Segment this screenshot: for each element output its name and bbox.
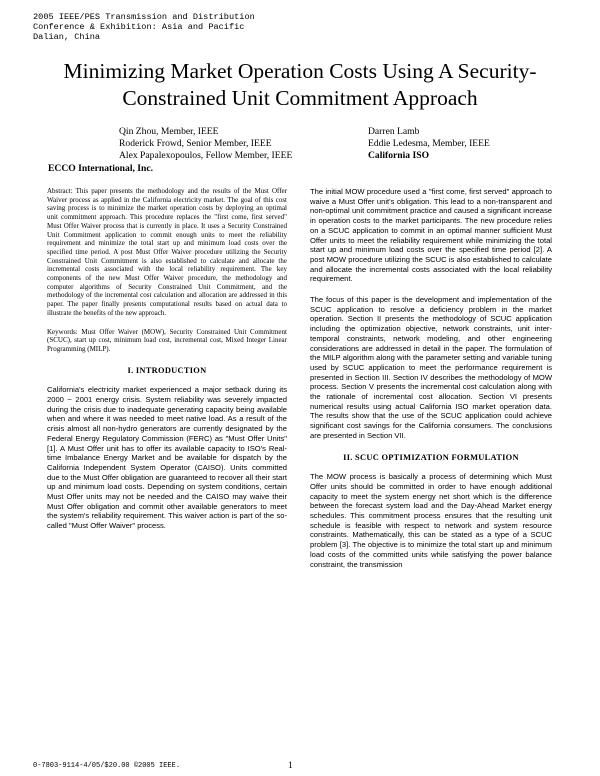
paragraph-mow-procedure: The initial MOW procedure used a "first come, first served" approach to waive a Must Offer unit's obligation. This lead to a non-transparent and non-optimal unit commitment practice and caused a significant increase in operation costs to the market participants. The new procedure relies on a SCUC application to commit in an optimal manner sufficient Must Offer units to meet the reliability requirement while minimizing the total start up and minimum load costs over the specified time period [2]. A post MOW procedure utilizing the SCUC is also established to calculate and allocate the incremental costs associated with the local reliability requirement.	[310, 187, 552, 284]
introduction-text: California's electricity market experienced a major setback during its 2000 ~ 2001 energy crisis. System reliability was severely impacted during the crisis due to inadequate generating capacity being available when and where it was needed to meet native load. As a result of the crisis almost all non-hydro generators are currently designated by the Federal Energy Regulatory Commission (FERC) as "Must Offer Units" [1]. A Must Offer unit has to offer its available capacity to ISO's Real-time Imbalance Energy Market and be available for dispatch by the California Independent System Operator (CAISO). Units committed due to the Must Offer obligation are guaranteed to recover all their start up and minimum load costs. Depending on system conditions, certain Must Offer units may not be needed and the CAISO may waive their Must Offer obligation and commit other available generators to meet the system's reliability requirement. This waiver action is part of the so-called "Must Offer Waiver" process.	[47, 385, 287, 531]
abstract: Abstract: This paper presents the methodology and the results of the Must Offer Waiver process as applied in the California electricity market. The goal of this cost saving process is to minimize the market operation costs by deploying an optimal unit commitment approach. This procedure replaces the "first come, first served" Must Offer Waiver process that is currently in place. It uses a Security Constrained Unit Commitment application to commit enough units to meet the reliability requirement and minimize the total start up and minimum load costs over the specified time period. A post Must Offer Waiver procedure utilizing the Security Constrained Unit Commitment is also established to calculate and allocate the incremental costs associated with the local reliability requirement. The key components of the new Must Offer Waiver procedure, the methodology and computer algorithms of Security Constrained Unit Commitment, and the methodology of the incremental cost calculation and allocation are addressed in this paper. The paper finally presents computational results based on actual data to illustrate the benefits of the new approach.	[47, 187, 287, 317]
right-column	[310, 187, 552, 569]
author-line: Roderick Frowd, Senior Member, IEEE	[119, 138, 272, 150]
author-line: Qin Zhou, Member, IEEE	[119, 126, 219, 137]
page-number: 1	[288, 760, 293, 771]
paragraph-paper-focus: The focus of this paper is the development and implementation of the SCUC application to resolve a deficiency problem in the market operation. Section II presents the methodology of SCUC application including the optimization objective, network constraints, unit inter-temporal constraints, network modeling, and other engineering considerations are addressed in detail in the paper. The formulation of the MILP algorithm along with the parameter setting and variable tuning used by SCUC application to meet the performance requirement is presented in Section III. Section IV describes the methodology of MOW process. Section V presents the incremental cost calculation along with the rationale of incremental cost allocation. Section VI presents numerical results using actual California ISO market operation data. The results show that the use of the SCUC application could achieve significant cost savings for the California consumers. The conclusions are presented in Section VII.	[310, 295, 552, 440]
author-line: Alex Papalexopoulos, Fellow Member, IEEE	[119, 150, 293, 162]
copyright-line: 0-7803-9114-4/05/$20.00 ©2005 IEEE.	[33, 762, 181, 770]
authors-right	[368, 126, 490, 163]
authors-left	[119, 126, 292, 163]
scuc-text: The MOW process is basically a process of determining which Must Offer units should be committed in order to have enough additional capacity to meet the system energy net short which is the difference between the forecast system load and the Day-Ahead Market energy schedules. This commitment process ensures that the resulting unit schedule is feasible with respect to network and system resource constraints. Mathematically, this can be stated as a type of a SCUC problem [3]. The objective is to minimize the total start up and minimum load costs of the committed units while satisfying the power balance constraint, the transmission	[310, 472, 552, 569]
author-line: Eddie Ledesma, Member, IEEE	[368, 138, 490, 150]
keywords: Keywords: Must Offer Waiver (MOW), Security Constrained Unit Commitment (SCUC), start up cost, minimum load cost, incremental cost, Mixed Integer Linear Programming (MILP).	[47, 327, 287, 353]
section-heading-introduction: I. INTRODUCTION	[127, 365, 207, 375]
left-column	[47, 187, 287, 531]
section-heading-scuc: II. SCUC OPTIMIZATION FORMULATION	[343, 452, 519, 462]
affiliation-ecco: ECCO International, Inc.	[48, 163, 154, 174]
conference-header: 2005 IEEE/PES Transmission and Distribution Conference & Exhibition: Asia and Pacific Dalian, China	[33, 12, 255, 42]
paper-title: Minimizing Market Operation Costs Using A Security-Constrained Unit Commitment Approach	[63, 59, 537, 110]
author-line: Darren Lamb	[368, 126, 420, 137]
affiliation-caiso: California ISO	[368, 150, 430, 162]
